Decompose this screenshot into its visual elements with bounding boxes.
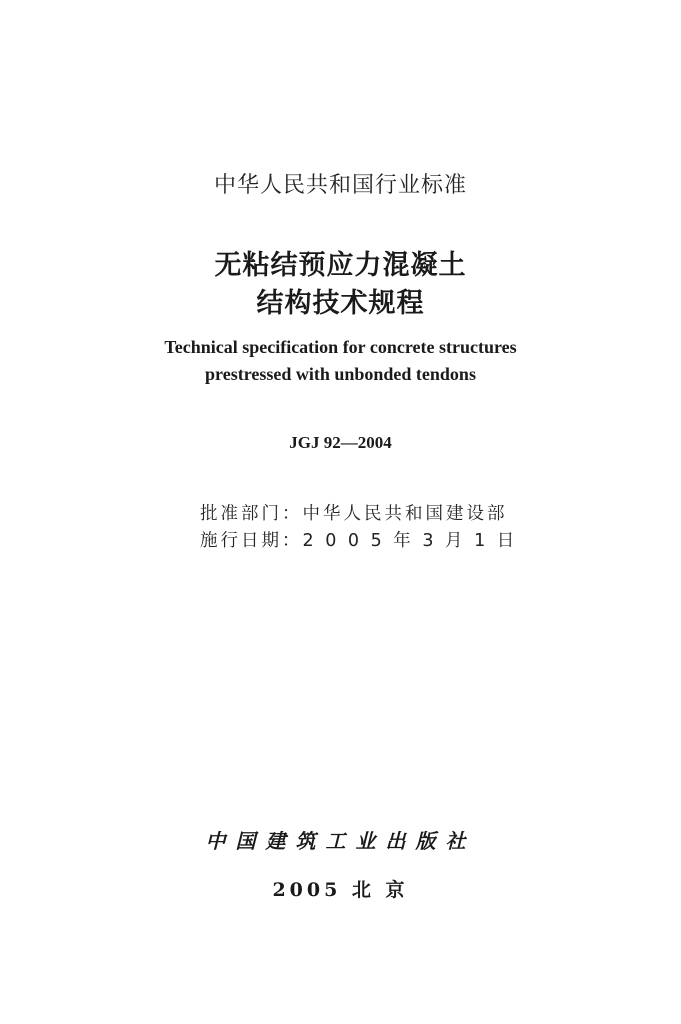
standard-category: 中华人民共和国行业标准 — [213, 173, 467, 198]
english-title-line-1: Technical specification for concrete structures — [164, 337, 517, 357]
approval-department: 批准部门：中华人民共和国建设部 — [200, 504, 508, 524]
publisher-name: 中国建筑工业出版社 — [205, 829, 476, 853]
chinese-title-line-2: 结构技术规程 — [256, 288, 425, 319]
chinese-title-line-1: 无粘结预应力混凝土 — [214, 250, 467, 281]
publication-place-year: 2005 北 京 — [272, 879, 409, 901]
effective-date: 施行日期：2 0 0 5 年 3 月 1 日 — [200, 531, 518, 551]
standard-code: JGJ 92—2004 — [289, 433, 392, 452]
english-title-line-2: prestressed with unbonded tendons — [205, 364, 476, 384]
